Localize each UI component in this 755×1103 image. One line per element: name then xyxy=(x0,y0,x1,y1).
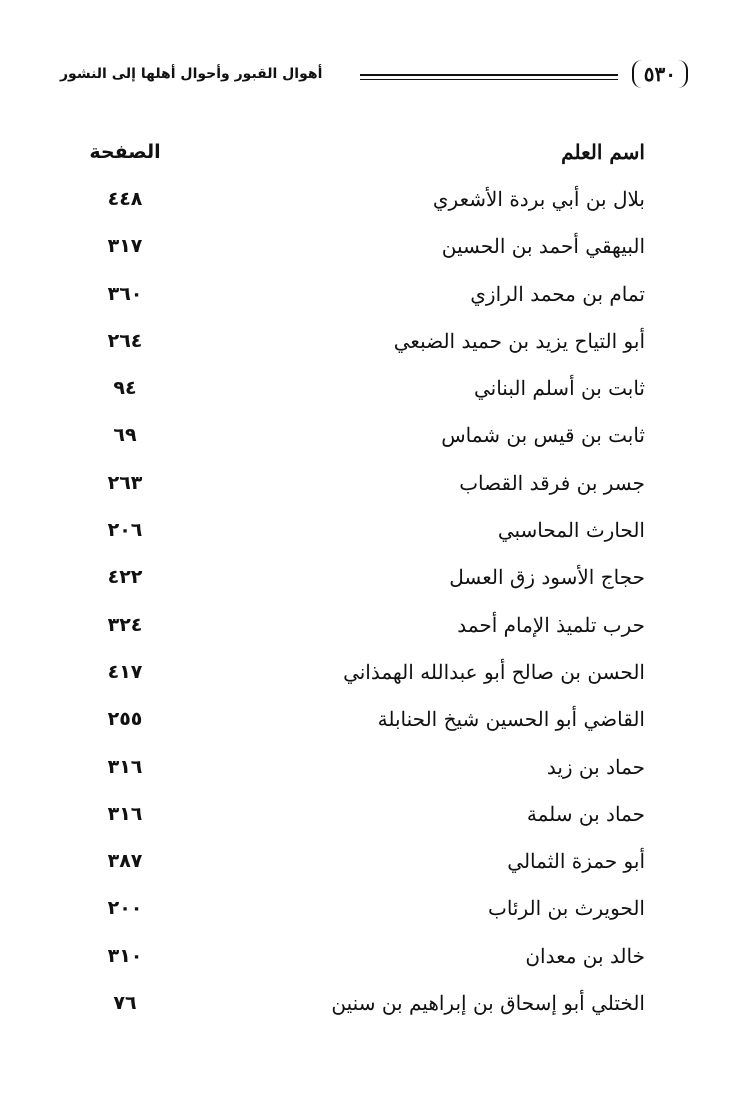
table-row xyxy=(80,696,645,743)
running-title: أهوال القبور وأحوال أهلها إلى النشور xyxy=(60,66,323,82)
entry-name: الحويرث بن الرئاب xyxy=(487,896,645,921)
table-row xyxy=(80,648,645,695)
index-table xyxy=(80,128,645,1027)
entry-name: تمام بن محمد الرازي xyxy=(470,281,645,306)
entry-name: الحسن بن صالح أبو عبدالله الهمذاني xyxy=(343,659,645,684)
entry-page: ٢٦٤ xyxy=(107,329,143,352)
entry-name: الختلي أبو إسحاق بن إبراهيم بن سنين xyxy=(331,990,645,1015)
table-row xyxy=(80,743,645,790)
entry-name: الحارث المحاسبي xyxy=(497,518,645,543)
table-row xyxy=(80,506,645,553)
table-row xyxy=(80,790,645,837)
table-row xyxy=(80,837,645,884)
entry-name: حماد بن زيد xyxy=(546,754,645,779)
table-row xyxy=(80,270,645,317)
table-header xyxy=(80,128,645,175)
table-row xyxy=(80,175,645,222)
entry-name: بلال بن أبي بردة الأشعري xyxy=(432,186,645,211)
entry-page: ٣١٦ xyxy=(107,802,143,825)
table-row xyxy=(80,364,645,411)
entry-page: ٤٤٨ xyxy=(107,187,143,210)
entry-page: ٣١٠ xyxy=(107,944,143,967)
page-column-header: الصفحة xyxy=(89,140,161,163)
entry-name: حماد بن سلمة xyxy=(526,801,645,826)
entry-name: أبو حمزة الثمالي xyxy=(507,849,645,874)
entry-page: ٣١٦ xyxy=(107,755,143,778)
table-row xyxy=(80,885,645,932)
entry-page: ٢٦٣ xyxy=(107,471,143,494)
table-row xyxy=(80,317,645,364)
table-row xyxy=(80,554,645,601)
header-rule xyxy=(360,74,618,80)
table-row xyxy=(80,223,645,270)
page-number: ٥٣٠ xyxy=(632,60,688,88)
table-row xyxy=(80,979,645,1026)
table-row xyxy=(80,459,645,506)
table-row xyxy=(80,601,645,648)
name-column-header: اسم العلم xyxy=(561,139,645,164)
entry-name: حرب تلميذ الإمام أحمد xyxy=(457,612,645,637)
entry-name: القاضي أبو الحسين شيخ الحنابلة xyxy=(377,707,645,732)
entry-page: ٢٠٦ xyxy=(107,519,143,542)
entry-page: ٢٠٠ xyxy=(107,897,143,920)
entry-page: ٢٥٥ xyxy=(107,708,143,731)
entry-name: أبو التياح يزيد بن حميد الضبعي xyxy=(393,328,645,353)
entry-page: ٣٢٤ xyxy=(107,613,143,636)
entry-name: حجاج الأسود زق العسل xyxy=(449,565,645,590)
entry-page: ٤١٧ xyxy=(107,660,143,683)
entry-page: ٦٩ xyxy=(113,424,137,447)
entry-name: جسر بن فرقد القصاب xyxy=(459,470,645,495)
entry-page: ٤٢٢ xyxy=(107,566,143,589)
page-header xyxy=(60,58,688,94)
table-row xyxy=(80,932,645,979)
entry-name: ثابت بن أسلم البناني xyxy=(473,376,645,401)
index-entries xyxy=(80,175,645,1026)
entry-page: ٣١٧ xyxy=(107,235,143,258)
entry-page: ٣٦٠ xyxy=(107,282,143,305)
entry-page: ٧٦ xyxy=(113,991,137,1014)
entry-page: ٣٨٧ xyxy=(107,850,143,873)
entry-name: البيهقي أحمد بن الحسين xyxy=(441,234,645,259)
entry-page: ٩٤ xyxy=(113,377,137,400)
table-row xyxy=(80,412,645,459)
entry-name: خالد بن معدان xyxy=(525,943,645,968)
entry-name: ثابت بن قيس بن شماس xyxy=(441,423,645,448)
